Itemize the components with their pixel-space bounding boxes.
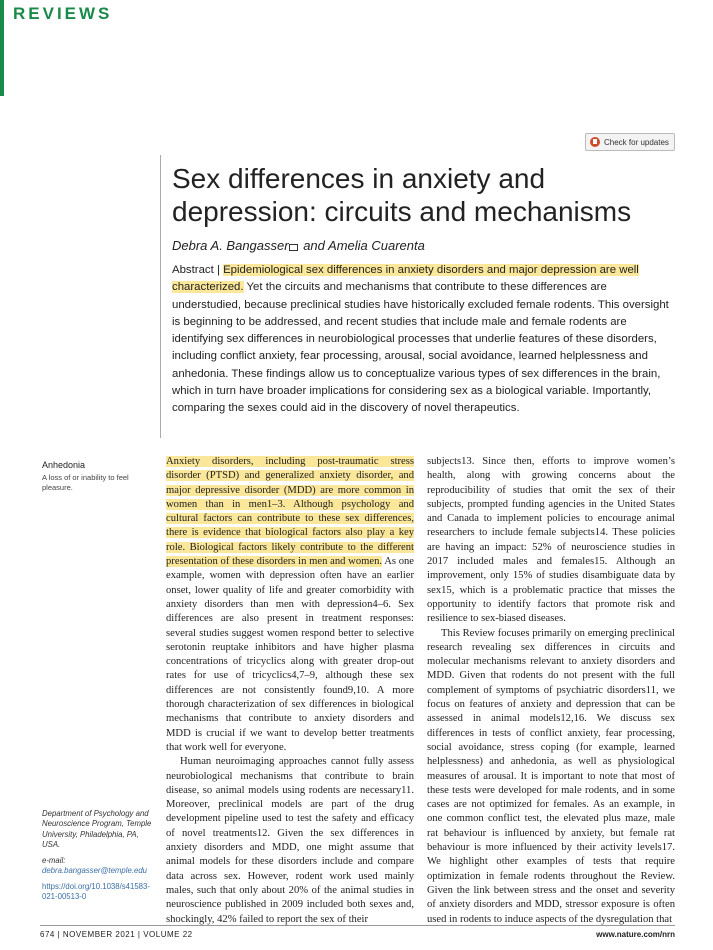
abstract-highlight: Epidemiological sex differences in anxiety disorders and major depression are well characterized. (172, 264, 639, 294)
doi-link[interactable]: https://doi.org/10.1038/s41583-021-00513-0 (42, 882, 150, 902)
mail-icon[interactable] (289, 244, 298, 251)
authors (172, 238, 425, 253)
title-divider (160, 155, 161, 438)
author-1: Debra A. Bangasser (172, 238, 289, 253)
body-column-2 (427, 455, 675, 927)
footer-page-info: 674 | NOVEMBER 2021 | VOLUME 22 (40, 930, 193, 939)
abstract-text: Yet the circuits and mechanisms that contribute to these differences are understudied, because preclinical studies have historically excluded female rodents. This oversight is beginning to be addressed, and recent studies that include male and female rodents are identifying sex differences in neurobiological processes that underlie features of these disorders, including conflict anxiety, fear processing, arousal, social avoidance, learned helplessness and anhedonia. These findings allow us to conceptualize various types of sex differences in the brain, which in turn have broader implications for considering sex as a biological variable. Importantly, comparing the sexes could aid in the discovery of novel therapeutics. (172, 281, 669, 415)
paragraph-text: As one example, women with depression often have an earlier onset, lower quality of life and greater comorbidity with anxiety disorders than men with depression4–6. Sex differences are also present in treatment responses: several studies suggest women respond better to selective serotonin reuptake inhibitors and have higher plasma concentrations of tricyclics along with greater drop-out rates for use of tricyclics4,7–9, although these sex differences are not consistently found9,10. A more thorough characterization of sex differences in biological mechanisms that contribute to anxiety disorders and MDD is crucial if we want to develop better treatments that work well for everyone. (166, 556, 415, 753)
paragraph (166, 455, 414, 755)
affiliation: Department of Psychology and Neuroscience Program, Temple University, Philadelphia, PA, USA. (42, 809, 152, 850)
paragraph: Human neuroimaging approaches cannot fully assess neurobiological mechanisms that contribute to brain disease, so animal models using rodents are necessary11. Moreover, preclinical models are part of the drug development pipeline used to test the safety and efficacy of novel treatments12. Given the sex differences in anxiety disorders and MDD, one might assume that animal models for these disorders include and compare data across sex. However, rodent work used mainly males, such that only about 20% of the animal studies in neuroscience published in 2009 included both sexes and, shockingly, 42% failed to report the sex of their (166, 756, 414, 925)
sidenote-text: A loss of or inability to feel pleasure. (42, 473, 129, 492)
paragraph: This Review focuses primarily on emerging preclinical research revealing sex differences in circuits and molecular mechanisms relevant to anxiety disorders and MDD. Given that rodents do not present with the full complement of symptoms of psychiatric disorders11, we focus on features of anxiety and depression that can be assessed in animal models12,16. We discuss sex differences in tests of conflict anxiety, fear processing, social avoidance, stress coping (for example, learned helplessness) and anhedonia, as well as physiological measures of arousal. It is important to note that most of these tests were developed for male rodents, and in some cases are not optimized for females. As an example, in one common conflict test, the elevated plus maze, male rat behaviour is influenced by anxiety, but female rat behaviour is more influenced by their activity levels17. We highlight other examples of tests that require optimization in female rodents throughout the Review. Given the link between stress and the onset and severity of anxiety disorders and MDD, stressor exposure is often used in rodents to induce aspects of the dysregulation that (427, 627, 675, 925)
check-for-updates-label: Check for updates (604, 137, 669, 147)
footer-url[interactable]: www.nature.com/nrn (596, 930, 675, 939)
email-label: e-mail: (42, 856, 66, 865)
author-2: and Amelia Cuarenta (299, 238, 425, 253)
section-color-bar (0, 0, 4, 96)
check-for-updates-button[interactable] (585, 133, 675, 151)
email-link[interactable]: debra.bangasser@temple.edu (42, 866, 148, 876)
footer-divider (40, 925, 675, 926)
body-column-1 (166, 455, 414, 927)
bookmark-icon (590, 137, 600, 147)
sidenote-title: Anhedonia (42, 460, 86, 470)
section-label: REVIEWS (13, 4, 113, 23)
article-title: Sex differences in anxiety and depression: circuits and mechanisms (172, 163, 632, 227)
email-line (42, 856, 152, 877)
abstract-label: Abstract | (172, 264, 224, 276)
paragraph: subjects13. Since then, efforts to improve women’s health, along with growing concerns about the reproducibility of studies that omit the sex of their subjects, prompted funding agencies in the United States and Canada to implement policies to encourage animal researchers to include female subjects14. These policies are having an impact: 52% of neuroscience studies in 2017 included males and females15. Although an improvement, only 15% of studies disambiguate data by sex15, which is a problematic practice that misses the opportunity to identify factors that promote risk and resilience to sex-biased diseases. (427, 456, 675, 625)
highlighted-text: Anxiety disorders, including post-traumatic stress disorder (PTSD) and generalized anxiety disorder, and major depressive disorder (MDD) are more common in women than in men1–3. Although psychology and cultural factors can contribute to these sex differences, there is evidence that biological factors also play a key role. Biological factors likely contribute to the different presentation of these disorders in men and women. (166, 456, 414, 568)
abstract (172, 262, 674, 418)
